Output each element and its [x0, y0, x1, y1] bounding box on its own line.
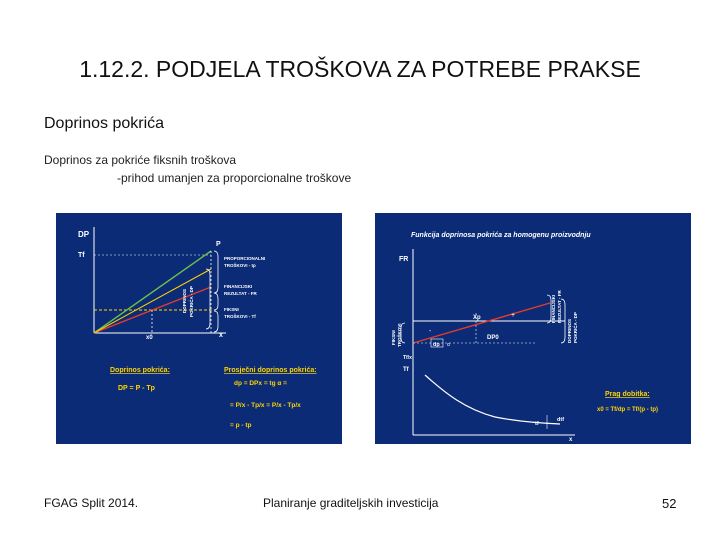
x-axis-label: x: [569, 437, 573, 443]
x-axis-label: x: [219, 332, 223, 339]
prag-title: Prag dobitka:: [605, 391, 650, 398]
dp-label: dp: [433, 342, 440, 348]
contribution-margin-diagram: [56, 213, 342, 444]
prag-formula: x0 = Tf/dp = Tf/(p - tp): [597, 407, 658, 413]
y-axis-label: DP: [78, 230, 90, 239]
avg-dp-den: x: [258, 380, 263, 387]
tf-label: Tf: [403, 367, 409, 373]
brace-fr: [214, 293, 218, 310]
avg-line-3: = p - tp: [230, 422, 252, 429]
dp-vertical-label-2: POKRIĆA - DP: [573, 312, 578, 343]
prop-label-1: PROPORCIONALNI: [224, 256, 266, 261]
brace-prop: [214, 251, 218, 293]
contribution-line: [413, 303, 550, 343]
page-number: 52: [662, 496, 677, 511]
subheading: Doprinos pokrića: [44, 115, 165, 132]
dtf-label: dtf: [557, 417, 565, 423]
slide-title: 1.12.2. PODJELA TROŠKOVA ZA POTREBE PRAKSE: [79, 56, 641, 82]
fr-label-2: REZULTAT - FR: [224, 291, 257, 296]
definition-line-1: Doprinos za pokriće fiksnih troškova: [44, 153, 237, 167]
dp-vertical-label-2: POKRIĆA - DP: [189, 286, 194, 317]
figure-title: Funkcija doprinosa pokrića za homogenu proizvodnju: [411, 232, 591, 239]
fix-vertical-label-1: FIKSNI: [391, 330, 396, 345]
formula-title: Doprinos pokrića:: [110, 367, 170, 374]
contribution-margin-figure: [56, 213, 342, 444]
alpha-label: α: [447, 342, 450, 348]
brace-dp: [206, 269, 210, 329]
contribution-function-diagram: [375, 213, 691, 444]
formula: DP = P - Tp: [118, 385, 155, 392]
tfx-label: Tf/x: [403, 355, 412, 361]
plus-label: +: [511, 312, 516, 319]
avg-line-2: = P/x - Tp/x = P/x - Tp/x: [230, 402, 301, 409]
avg-dp-eq: dp =: [234, 380, 250, 387]
fr-label-1: FINANCIJSKI: [224, 284, 253, 289]
avg-title: Prosječni doprinos pokrića:: [224, 367, 317, 374]
avg-tg: = tg α =: [262, 380, 287, 387]
prop-label-2: TROŠKOVI - tp: [224, 263, 256, 268]
avg-dp-num: DP: [249, 380, 259, 387]
fin-vertical-label-1: FINANCIJSKI: [551, 294, 556, 323]
fin-vertical-label-2: REZULTAT - FR: [557, 290, 562, 323]
dp-vertical-label-1: DOPRINOS: [567, 318, 572, 343]
fix-label-2: TROŠKOVI - Tf: [224, 314, 256, 319]
tf-curve-label: tf: [535, 421, 539, 427]
dp0-label: DP0: [487, 335, 499, 341]
unit-fixed-cost-curve: [425, 375, 560, 424]
footer-center: Planiranje graditeljskih investicija: [263, 496, 439, 510]
footer-left: FGAG Split 2014.: [44, 496, 139, 510]
contribution-function-figure: [375, 213, 691, 444]
x0-label: x0: [146, 335, 153, 341]
tf-label: Tf: [78, 252, 85, 259]
minus-label: -: [429, 328, 432, 335]
dp-vertical-label-1: DOPRINOS: [182, 288, 187, 313]
definition-line-2: -prihod umanjen za proporcionalne troškove: [117, 171, 352, 185]
avg-line-1: [234, 380, 287, 387]
fix-vertical-label-2: TROŠKOVI: [397, 323, 402, 347]
fr-axis-label: FR: [399, 256, 409, 263]
xp-label: Xp: [473, 315, 481, 321]
fix-label-1: FIKSNI: [224, 307, 239, 312]
brace-fix: [214, 311, 218, 332]
p-label: P: [216, 241, 221, 248]
